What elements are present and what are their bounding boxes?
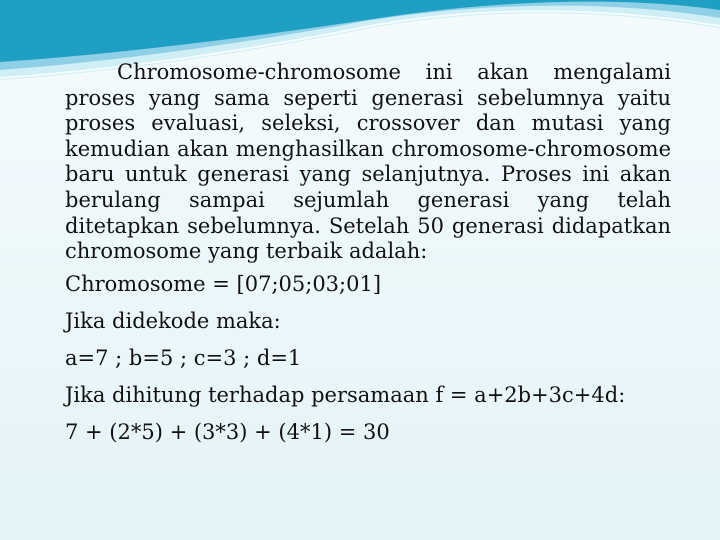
- decoded-values-line: a=7 ; b=5 ; c=3 ; d=1: [65, 345, 302, 370]
- intro-paragraph: Chromosome-chromosome ini akan mengalami proses yang sama seperti generasi sebelumnya yaitu proses evaluasi, seleksi, crossover dan mutasi yang kemudian akan menghasilkan chromosome-chromosome baru untuk generasi yang selanjutnya. Proses ini akan berulang sampai sejumlah generasi yang telah ditetapkan sebelumnya. Setelah 50 generasi didapatkan chromosome yang terbaik adalah:: [65, 60, 671, 264]
- equation-result-line: 7 + (2*5) + (3*3) + (4*1) = 30: [65, 419, 390, 444]
- decode-heading-line: Jika didekode maka:: [65, 308, 281, 333]
- equation-heading-line: Jika dihitung terhadap persamaan f = a+2b+3c+4d:: [65, 382, 626, 407]
- chromosome-result-line: Chromosome = [07;05;03;01]: [65, 271, 382, 296]
- slide-body: [65, 60, 671, 450]
